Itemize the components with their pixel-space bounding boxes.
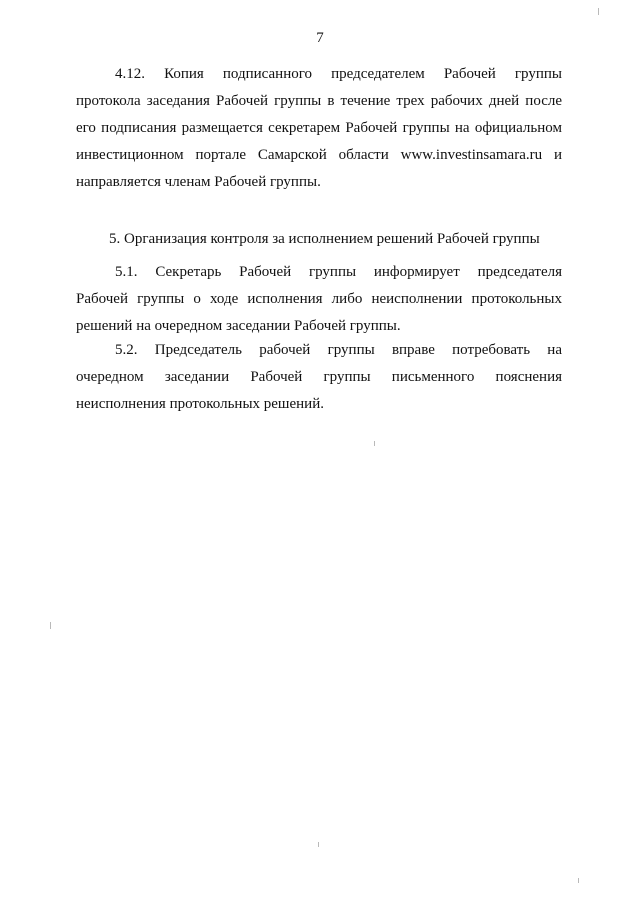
scan-speck — [50, 622, 51, 629]
page-number: 7 — [316, 30, 324, 46]
paragraph-4-12 — [76, 61, 562, 196]
paragraph-5-2 — [76, 337, 562, 418]
paragraph-line: неисполнения протокольных решений. — [76, 396, 324, 412]
paragraph-5-1 — [76, 259, 562, 340]
paragraph-line: 5.2. Председатель рабочей группы вправе потребовать на — [115, 342, 562, 358]
paragraph-line: очередном заседании Рабочей группы письменного пояснения — [76, 369, 562, 385]
paragraph-line: 5.1. Секретарь Рабочей группы информирует председателя — [115, 264, 562, 280]
scan-speck — [374, 441, 375, 446]
paragraph-line: направляется членам Рабочей группы. — [76, 174, 321, 190]
paragraph-line: инвестиционном портале Самарской области www.investinsamara.ru и — [76, 147, 562, 163]
section-heading: 5. Организация контроля за исполнением решений Рабочей группы — [109, 231, 540, 247]
paragraph-line: решений на очередном заседании Рабочей группы. — [76, 318, 401, 334]
paragraph-line: 4.12. Копия подписанного председателем Рабочей группы — [115, 66, 562, 82]
scan-speck — [318, 842, 319, 847]
paragraph-line: протокола заседания Рабочей группы в течение трех рабочих дней после — [76, 93, 562, 109]
scan-speck — [598, 8, 599, 15]
scan-speck — [578, 878, 579, 883]
paragraph-line: его подписания размещается секретарем Рабочей группы на официальном — [76, 120, 562, 136]
paragraph-line: Рабочей группы о ходе исполнения либо неисполнении протокольных — [76, 291, 562, 307]
